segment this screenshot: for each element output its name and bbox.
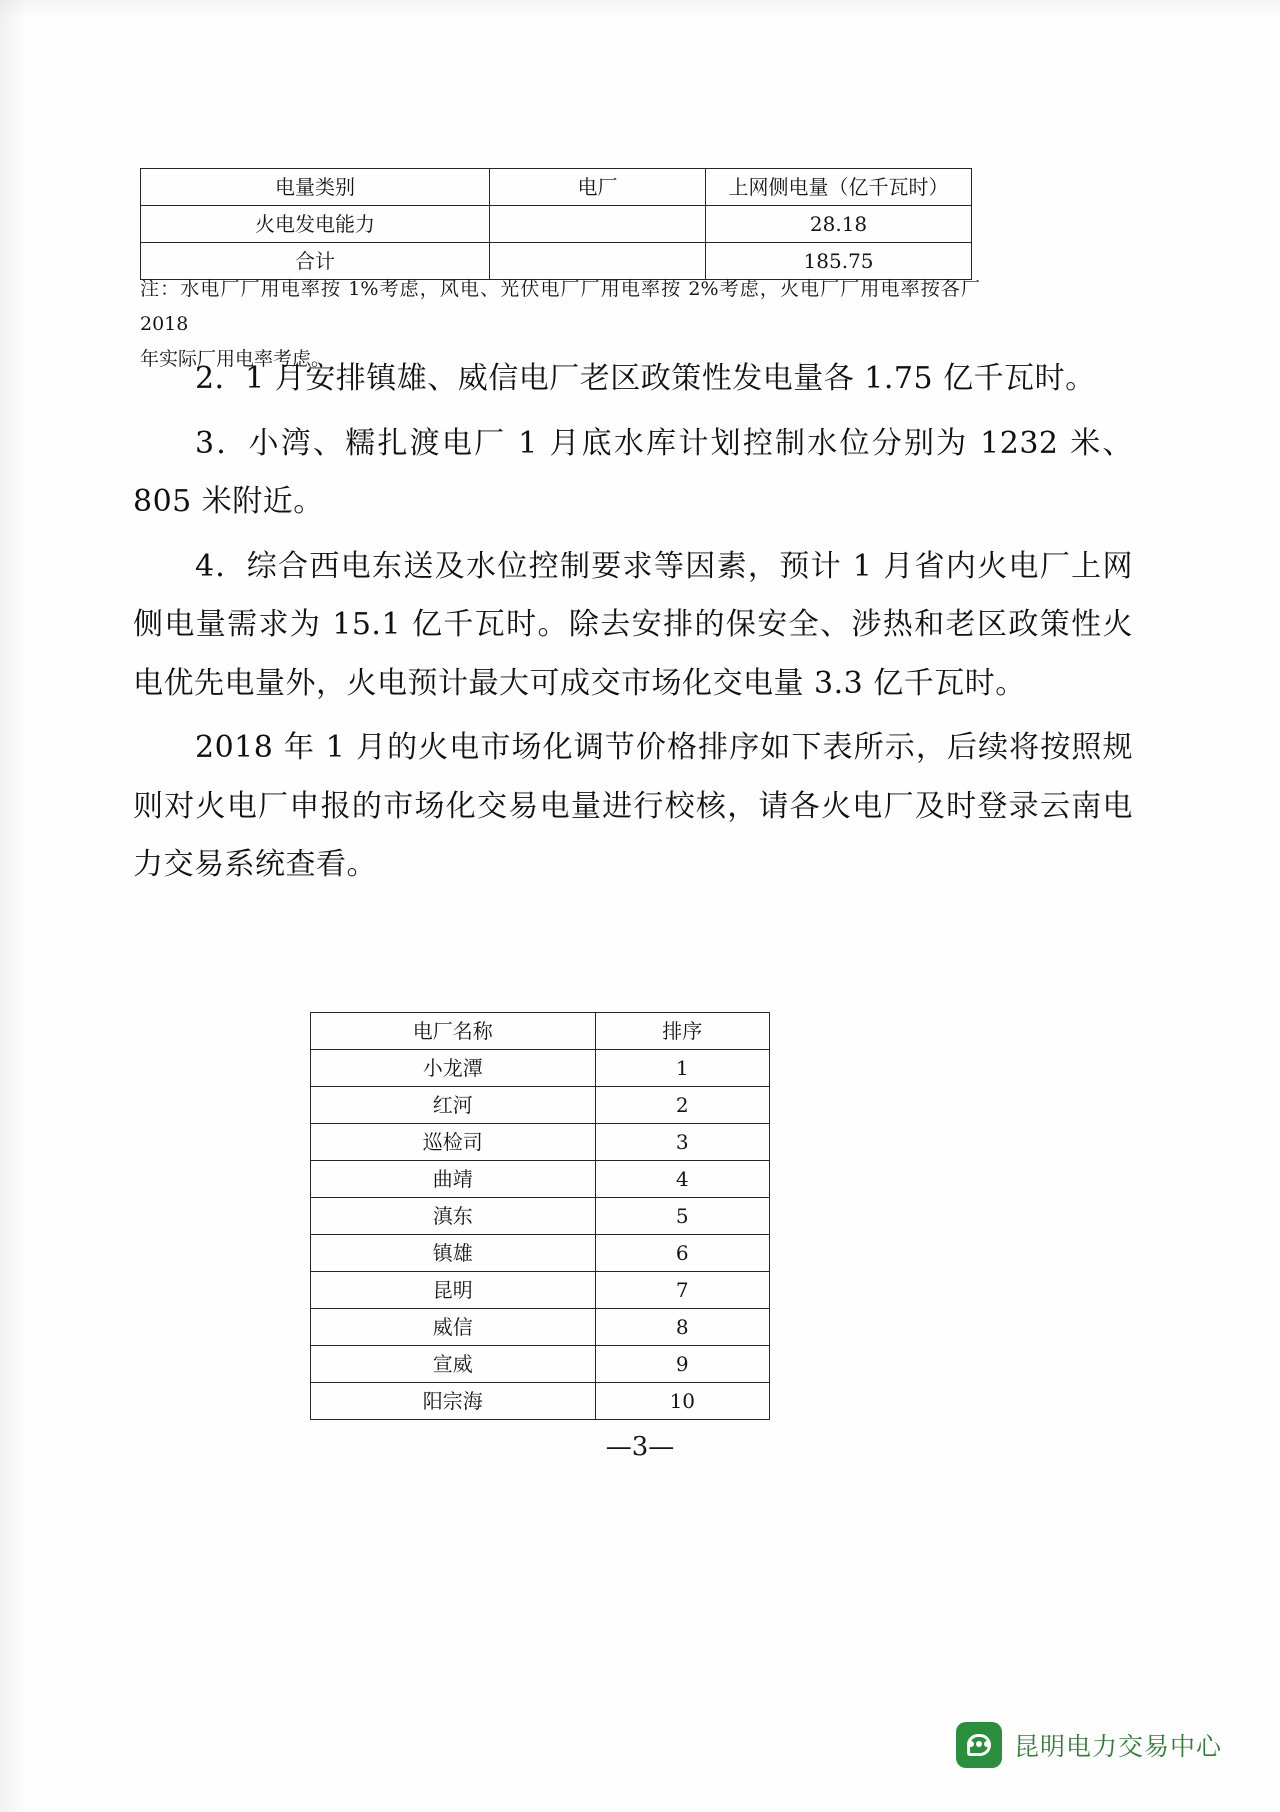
- energy-summary-table: [140, 168, 972, 280]
- cell-rank: 8: [595, 1309, 769, 1346]
- cell-plant-name: 曲靖: [311, 1161, 596, 1198]
- cell-plant-name: 昆明: [311, 1272, 596, 1309]
- table-header-row: [311, 1013, 770, 1050]
- cell-plant-name: 宣威: [311, 1346, 596, 1383]
- cell-value: 28.18: [706, 206, 972, 243]
- column-header-plant-name: 电厂名称: [311, 1013, 596, 1050]
- plant-ranking-table-container: [310, 1012, 770, 1420]
- table-row: [311, 1198, 770, 1235]
- document-body: [133, 350, 1133, 901]
- cell-rank: 5: [595, 1198, 769, 1235]
- cell-plant-name: 红河: [311, 1087, 596, 1124]
- table-row: [311, 1087, 770, 1124]
- cell-plant-name: 巡检司: [311, 1124, 596, 1161]
- cell-category: 火电发电能力: [141, 206, 490, 243]
- table-row: [311, 1235, 770, 1272]
- footnote-line-1: 注：水电厂厂用电率按 1%考虑，风电、光伏电厂厂用电率按 2%考虑，火电厂厂用电率按各厂 2018: [140, 278, 980, 336]
- table-row: [311, 1309, 770, 1346]
- wechat-logo-icon: [956, 1722, 1002, 1768]
- energy-summary-table-container: [140, 168, 972, 280]
- paragraph-item-2: 2．1 月安排镇雄、威信电厂老区政策性发电量各 1.75 亿千瓦时。: [195, 361, 1096, 396]
- scan-edge-shading-top: [0, 0, 1280, 20]
- page-number: —3—: [605, 1432, 675, 1462]
- column-header-grid-energy: 上网侧电量（亿千瓦时）: [706, 169, 972, 206]
- cell-plant-name: 小龙潭: [311, 1050, 596, 1087]
- footer-watermark: [956, 1722, 1222, 1768]
- column-header-category: 电量类别: [141, 169, 490, 206]
- cell-total-value: 185.75: [706, 243, 972, 280]
- cell-plant-name: 阳宗海: [311, 1383, 596, 1420]
- table-row: [311, 1272, 770, 1309]
- scan-edge-shading-left: [0, 0, 26, 1812]
- cell-rank: 10: [595, 1383, 769, 1420]
- table-row: [311, 1050, 770, 1087]
- cell-rank: 9: [595, 1346, 769, 1383]
- table-row: [311, 1346, 770, 1383]
- paragraph-ranking-intro: 2018 年 1 月的火电市场化调节价格排序如下表所示，后续将按照规则对火电厂申报的市场化交易电量进行校核，请各火电厂及时登录云南电力交易系统查看。: [133, 730, 1133, 882]
- cell-rank: 6: [595, 1235, 769, 1272]
- plant-ranking-table: [310, 1012, 770, 1420]
- column-header-plant: 电厂: [490, 169, 706, 206]
- cell-plant: [490, 206, 706, 243]
- footer-badge-label: 昆明电力交易中心: [1013, 1732, 1222, 1761]
- paragraph-item-3: 3．小湾、糯扎渡电厂 1 月底水库计划控制水位分别为 1232 米、805 米附近。: [133, 425, 1133, 519]
- cell-rank: 3: [595, 1124, 769, 1161]
- cell-plant-name: 滇东: [311, 1198, 596, 1235]
- cell-rank: 1: [595, 1050, 769, 1087]
- column-header-rank: 排序: [595, 1013, 769, 1050]
- footnote-line-2: 年实际厂用电率考虑。: [140, 348, 331, 371]
- cell-plant-name: 威信: [311, 1309, 596, 1346]
- cell-category: 合计: [141, 243, 490, 280]
- table-header-row: [141, 169, 972, 206]
- cell-rank: 4: [595, 1161, 769, 1198]
- cell-rank: 7: [595, 1272, 769, 1309]
- table-row: [311, 1383, 770, 1420]
- table-row: [311, 1124, 770, 1161]
- table-row: [141, 206, 972, 243]
- paragraph-item-4: 4．综合西电东送及水位控制要求等因素，预计 1 月省内火电厂上网侧电量需求为 15.1 亿千瓦时。除去安排的保安全、涉热和老区政策性火电优先电量外，火电预计最大可成交市场化交电量 3.3 亿千瓦时。: [133, 548, 1133, 701]
- cell-rank: 2: [595, 1087, 769, 1124]
- cell-plant-name: 镇雄: [311, 1235, 596, 1272]
- table-row: [311, 1161, 770, 1198]
